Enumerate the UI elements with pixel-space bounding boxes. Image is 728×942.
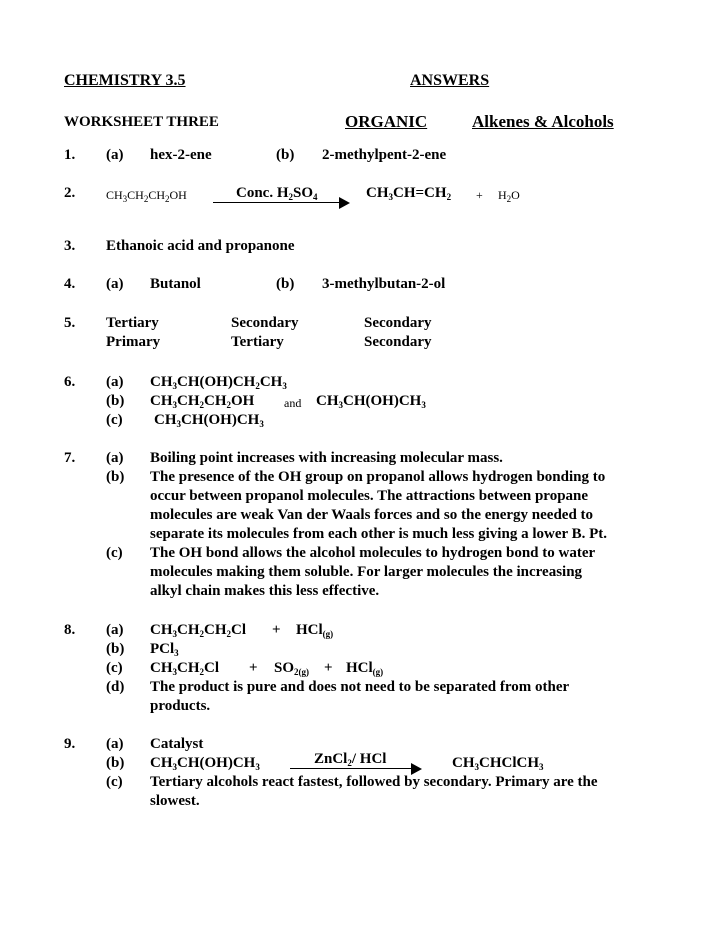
q8-a-formula: $CH_3CH_2CH_2Cl$ bbox=[150, 622, 246, 639]
q7-b-line: The presence of the OH group on propanol allows hydrogen bonding to bbox=[150, 469, 606, 485]
answers-heading: ANSWERS bbox=[410, 72, 490, 89]
q2-water-formula: $H_2O$ bbox=[498, 188, 520, 204]
q8-c-plus: + bbox=[324, 660, 333, 676]
q9-b-reactant: $CH_3CH(OH)CH_3$ bbox=[150, 755, 260, 772]
q4-a-label: (a) bbox=[106, 276, 124, 292]
q7-c-label: (c) bbox=[106, 545, 123, 561]
q6-b-label: (b) bbox=[106, 393, 125, 409]
q3-number: 3. bbox=[64, 238, 76, 254]
q7-b-line: molecules are weak Van der Waals forces and so the energy needed to bbox=[150, 507, 594, 523]
q2-plus-sign: + bbox=[476, 188, 483, 202]
q7-c-line: The OH bond allows the alcohol molecules to hydrogen bond to water bbox=[150, 545, 596, 561]
q8-d-line: The product is pure and does not need to be separated from other bbox=[150, 679, 570, 695]
q6-c-formula: $CH_3CH(OH)CH_3$ bbox=[154, 412, 264, 429]
q8-d-label: (d) bbox=[106, 679, 125, 695]
q7-c-line: alkyl chain makes this less effective. bbox=[150, 583, 380, 599]
q5-cell: Tertiary bbox=[231, 334, 284, 350]
q1-number: 1. bbox=[64, 147, 76, 163]
q9-a-label: (a) bbox=[106, 736, 124, 752]
q5-cell: Primary bbox=[106, 334, 161, 350]
q8-a-hcl: HCl$_{(g)}$ bbox=[296, 622, 334, 639]
q9-b-reagent: ZnCl$_2$/ HCl bbox=[314, 751, 387, 768]
q8-b-label: (b) bbox=[106, 641, 125, 657]
q8-c-formula: $CH_3CH_2Cl$ bbox=[150, 660, 219, 677]
q8-c-plus: + bbox=[249, 660, 258, 676]
q2-product-formula: $CH_3CH=CH_2$ bbox=[366, 185, 452, 202]
q4-b-label: (b) bbox=[276, 276, 295, 292]
q9-c-line: slowest. bbox=[150, 793, 200, 809]
q8-number: 8. bbox=[64, 622, 76, 638]
q5-cell: Secondary bbox=[364, 315, 432, 331]
q3-answer: Ethanoic acid and propanone bbox=[106, 238, 295, 254]
q5-cell: Secondary bbox=[364, 334, 432, 350]
q1-a-answer: hex-2-ene bbox=[150, 147, 212, 163]
q4-b-answer: 3-methylbutan-2-ol bbox=[322, 276, 446, 292]
q8-a-label: (a) bbox=[106, 622, 124, 638]
q2-reactant-formula: $CH_3CH_2CH_2OH$ bbox=[106, 188, 187, 204]
q5-cell: Tertiary bbox=[106, 315, 159, 331]
q7-c-line: molecules making them soluble. For larger molecules the increasing bbox=[150, 564, 583, 580]
subtopic-heading: Alkenes & Alcohols bbox=[472, 112, 614, 131]
q8-c-label: (c) bbox=[106, 660, 123, 676]
q8-c-hcl: HCl$_{(g)}$ bbox=[346, 660, 384, 677]
q2-reaction-arrow bbox=[213, 196, 350, 210]
q8-a-plus: + bbox=[272, 622, 281, 638]
topic-heading: ORGANIC bbox=[345, 112, 428, 131]
q1-b-label: (b) bbox=[276, 147, 295, 163]
q8-d-line: products. bbox=[150, 698, 211, 714]
q1-a-label: (a) bbox=[106, 147, 124, 163]
q5-cell: Secondary bbox=[231, 315, 299, 331]
q9-c-line: Tertiary alcohols react fastest, followed by secondary. Primary are the bbox=[150, 774, 598, 790]
q7-b-line: separate its molecules from each other is much less giving a lower B. Pt. bbox=[150, 526, 608, 542]
q5-number: 5. bbox=[64, 315, 76, 331]
q4-a-answer: Butanol bbox=[150, 276, 201, 292]
q6-c-label: (c) bbox=[106, 412, 123, 428]
q6-a-label: (a) bbox=[106, 374, 124, 390]
document-title: CHEMISTRY 3.5 bbox=[64, 72, 186, 89]
q6-b-formula-1: $CH_3CH_2CH_2OH$ bbox=[150, 393, 255, 410]
worksheet-label: WORKSHEET THREE bbox=[64, 114, 219, 130]
q8-c-so2: $SO_{2(g)}$ bbox=[274, 660, 310, 677]
q2-number: 2. bbox=[64, 185, 76, 201]
q7-a-answer: Boiling point increases with increasing molecular mass. bbox=[150, 450, 503, 466]
q1-b-answer: 2-methylpent-2-ene bbox=[322, 147, 447, 163]
q6-b-and: and bbox=[284, 396, 302, 410]
q4-number: 4. bbox=[64, 276, 76, 292]
q6-number: 6. bbox=[64, 374, 76, 390]
q9-a-answer: Catalyst bbox=[150, 736, 204, 752]
q9-c-label: (c) bbox=[106, 774, 123, 790]
q6-a-formula: $CH_3CH(OH)CH_2CH_3$ bbox=[150, 374, 287, 391]
q9-number: 9. bbox=[64, 736, 76, 752]
q7-b-label: (b) bbox=[106, 469, 125, 485]
q6-b-formula-2: $CH_3CH(OH)CH_3$ bbox=[316, 393, 426, 410]
q8-b-formula: PCl$_3$ bbox=[150, 641, 179, 658]
q7-b-line: occur between propanol molecules. The attractions between propane bbox=[150, 488, 589, 504]
q7-number: 7. bbox=[64, 450, 76, 466]
q2-reagent-formula: Conc. $H_2SO_4$ bbox=[236, 185, 318, 202]
q9-b-label: (b) bbox=[106, 755, 125, 771]
q7-a-label: (a) bbox=[106, 450, 124, 466]
q9-b-product: $CH_3CHClCH_3$ bbox=[452, 755, 544, 772]
